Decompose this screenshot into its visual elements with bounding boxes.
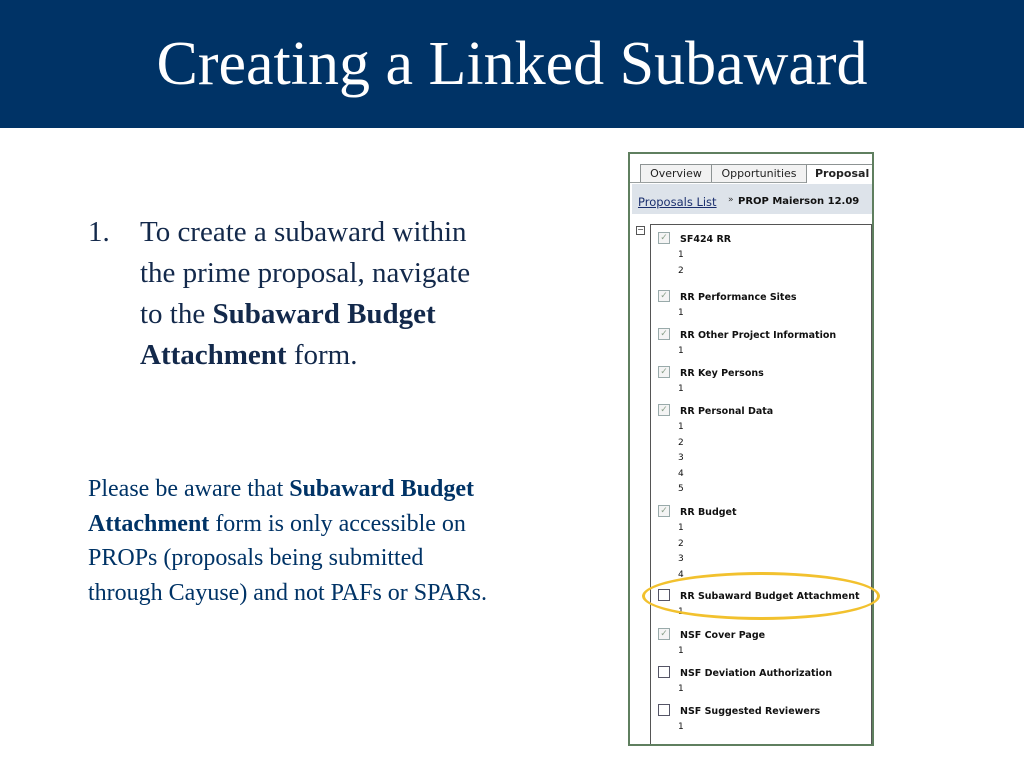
form-checkbox[interactable]: ✓	[658, 505, 670, 517]
form-page-link[interactable]: 1	[678, 308, 684, 318]
breadcrumb-proposals-list-link[interactable]: Proposals List	[638, 195, 717, 209]
breadcrumb-separator: »	[728, 195, 734, 205]
form-label[interactable]: RR Budget	[680, 507, 737, 518]
form-checkbox[interactable]: ✓	[658, 328, 670, 340]
note-paragraph	[88, 472, 493, 610]
collapse-tree-icon[interactable]: −	[637, 225, 644, 234]
form-page-link[interactable]: 3	[678, 453, 684, 464]
form-page-link[interactable]: 1	[678, 523, 684, 533]
form-checkbox[interactable]: ✓	[658, 290, 670, 302]
step-number: 1.	[88, 216, 110, 248]
title-banner	[0, 0, 1024, 128]
form-label[interactable]: SF424 RR	[680, 234, 732, 245]
breadcrumb	[632, 184, 872, 214]
form-checkbox[interactable]: ✓	[658, 628, 670, 640]
form-page-link[interactable]: 4	[678, 569, 684, 580]
breadcrumb-current: PROP Maierson 12.09	[738, 196, 860, 207]
slide-title: Creating a Linked Subaward	[156, 30, 868, 98]
form-checkbox[interactable]: ✓	[658, 232, 670, 244]
highlight-oval	[642, 569, 880, 620]
form-page-link[interactable]: 1	[678, 346, 684, 356]
form-label[interactable]: RR Other Project Information	[680, 330, 837, 341]
form-page-link[interactable]: 2	[678, 265, 684, 276]
form-page-link[interactable]: 2	[678, 538, 684, 549]
step-text	[140, 212, 490, 376]
form-page-link[interactable]: 2	[678, 437, 684, 448]
form-checkbox[interactable]: ✓	[658, 366, 670, 378]
tab-proposal[interactable]: Proposal	[806, 164, 874, 183]
form-label[interactable]: RR Key Persons	[680, 368, 764, 379]
form-page-link[interactable]: 1	[678, 646, 684, 656]
step-text-part: form.	[286, 339, 358, 371]
form-checkbox[interactable]	[658, 666, 670, 678]
form-page-link[interactable]: 4	[678, 468, 684, 479]
note-text-part: Please be aware that	[88, 476, 290, 502]
step-text-part: To create a subaward within the prime proposal, navigate to the	[140, 216, 471, 330]
form-page-link[interactable]: 1	[678, 384, 684, 394]
note-text-part: form is only accessible on PROPs (proposals being submitted through Cayuse) and not PAFs or SPARs.	[88, 510, 487, 606]
form-page-link[interactable]: 1	[678, 722, 684, 732]
form-page-link[interactable]: 5	[678, 484, 684, 495]
tab-overview[interactable]: Overview	[640, 164, 712, 182]
form-checkbox[interactable]	[658, 704, 670, 716]
form-label[interactable]: RR Personal Data	[680, 406, 774, 417]
note-text-bold: Subaward Budget Attachment	[88, 476, 474, 537]
form-page-link[interactable]: 3	[678, 554, 684, 565]
form-checkbox[interactable]: ✓	[658, 404, 670, 416]
tab-opportunities[interactable]: Opportunities	[711, 164, 807, 182]
form-label[interactable]: NSF Deviation Authorization	[680, 668, 833, 679]
tab-bar	[630, 154, 872, 183]
form-label[interactable]: RR Subaward Budget Attachment	[680, 591, 860, 602]
proposal-screenshot	[628, 152, 874, 746]
form-label[interactable]: NSF Suggested Reviewers	[680, 706, 821, 717]
form-label[interactable]: NSF Cover Page	[680, 630, 766, 641]
step-text-bold: Subaward Budget Attachment	[140, 298, 436, 371]
form-page-link[interactable]: 1	[678, 607, 684, 617]
form-page-link[interactable]: 1	[678, 250, 684, 260]
form-page-link[interactable]: 1	[678, 684, 684, 694]
form-page-link[interactable]: 1	[678, 422, 684, 432]
form-label[interactable]: RR Performance Sites	[680, 292, 797, 303]
